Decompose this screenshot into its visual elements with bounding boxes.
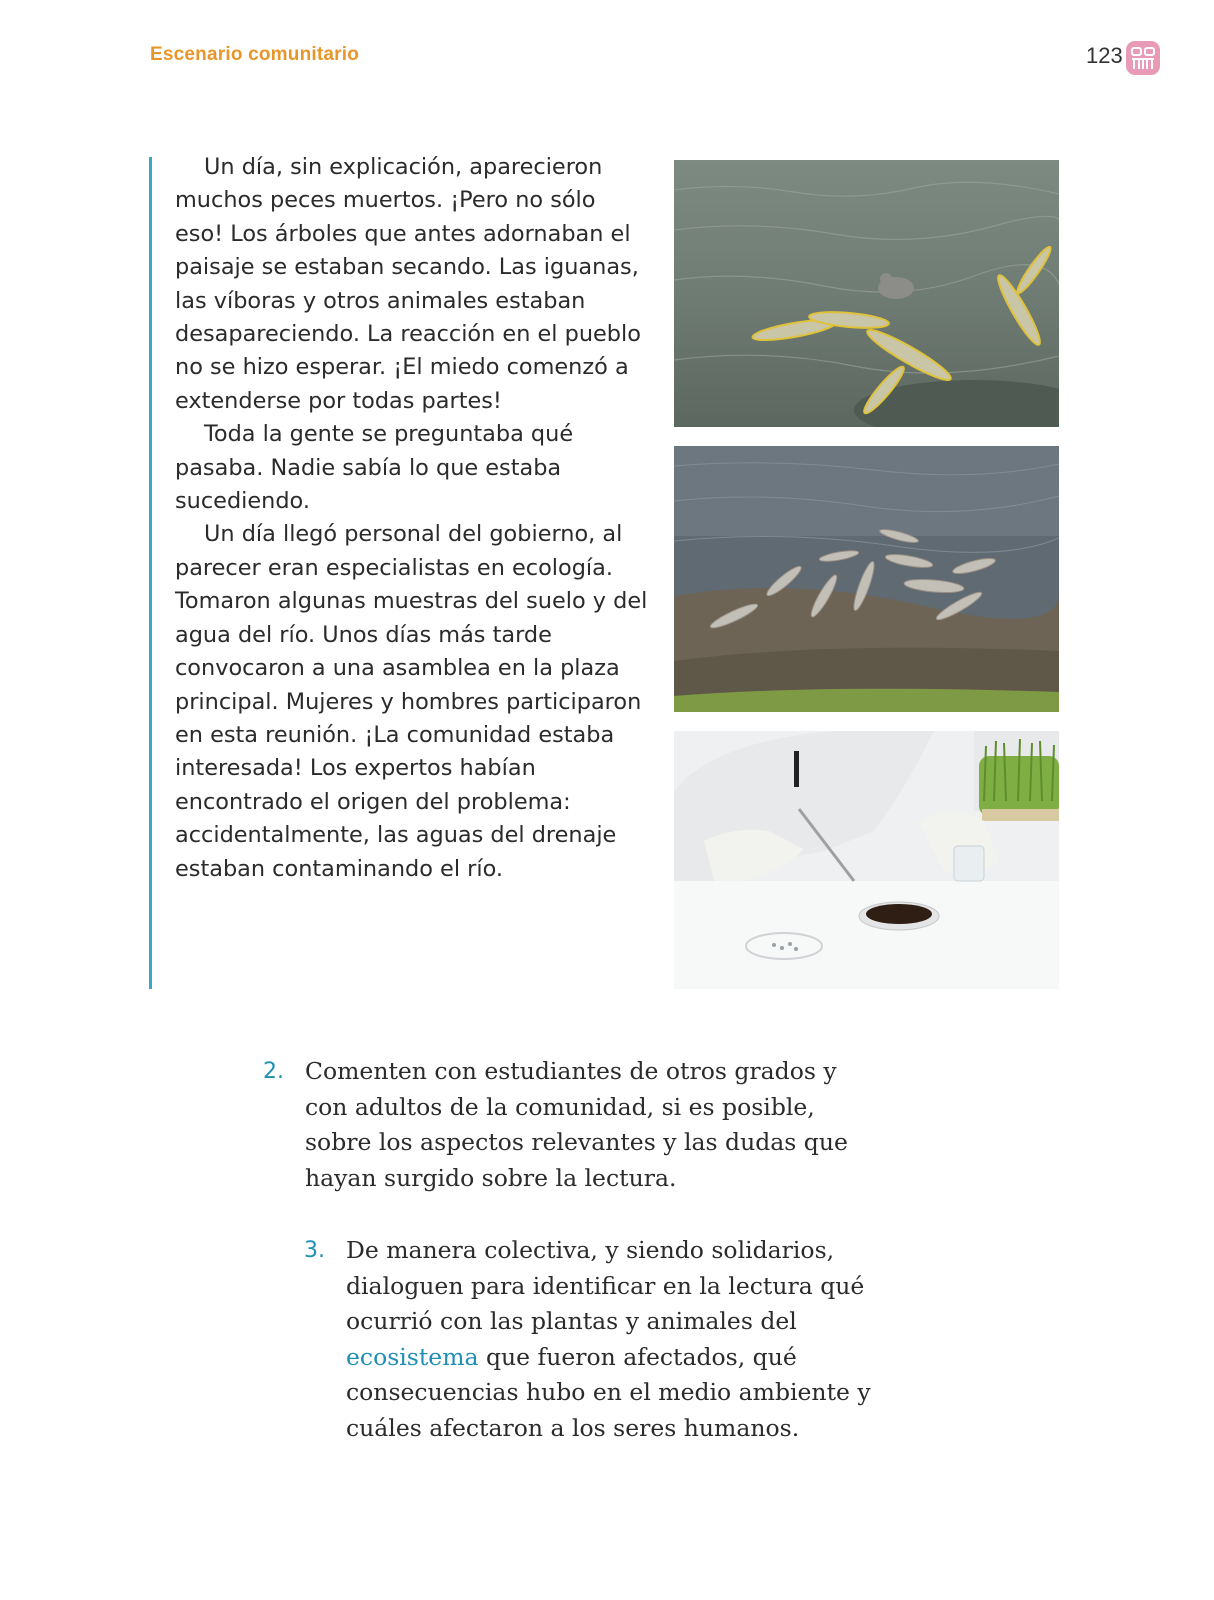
page-number: 123 xyxy=(1086,43,1123,68)
glossary-keyword-link[interactable]: ecosistema xyxy=(346,1342,479,1371)
activity-item-3 xyxy=(304,1233,954,1446)
pink-glyph-icon xyxy=(1125,40,1161,76)
story-paragraph: Toda la gente se preguntaba qué pasaba. Nadie sabía lo que estaba sucediendo. xyxy=(175,421,574,515)
activity-text-part: que fueron afectados, qué consecuencias hubo en el medio ambiente y cuáles afectaron a los seres humanos. xyxy=(346,1342,871,1442)
photo-lab-soil-sample xyxy=(674,731,1059,989)
activity-text: Comenten con estudiantes de otros grados y con adultos de la comunidad, si es posible, sobre los aspectos relevantes y las dudas que hayan surgido sobre la lectura. xyxy=(305,1057,848,1192)
story-accent-bar xyxy=(149,157,152,989)
story-paragraph: Un día, sin explicación, aparecieron muchos peces muertos. ¡Pero no sólo eso! Los árboles que antes adornaban el paisaje se estaban secando. Las iguanas, las víboras y otros animales estaban desapareciendo. La reacción en el pueblo no se hizo esperar. ¡El miedo comenzó a extenderse por todas partes! xyxy=(175,154,641,414)
activity-text xyxy=(346,1233,936,1446)
activity-text-part: De manera colectiva, y siendo solidarios, dialoguen para identificar en la lectura qué ocurrió con las plantas y animales del xyxy=(346,1236,865,1335)
photo-dead-fish-riverbank xyxy=(674,446,1059,712)
story-paragraph: Un día llegó personal del gobierno, al parecer eran especialistas en ecología. Tomaron algunas muestras del suelo y del agua del río. Unos días más tarde convocaron a una asamblea en la plaza principal. Mujeres y hombres participaron en esta reunión. ¡La comunidad estaba interesada! Los expertos habían encontrado el origen del problema: accidentalmente, las aguas del drenaje estaban contaminando el río. xyxy=(175,521,648,882)
activity-number: 3. xyxy=(304,1238,325,1263)
activity-number: 2. xyxy=(263,1059,284,1084)
story-text xyxy=(175,151,650,886)
header-section-title: Escenario comunitario xyxy=(150,44,360,65)
photo-dead-fish-river xyxy=(674,160,1059,427)
activity-item-2 xyxy=(263,1054,903,1196)
